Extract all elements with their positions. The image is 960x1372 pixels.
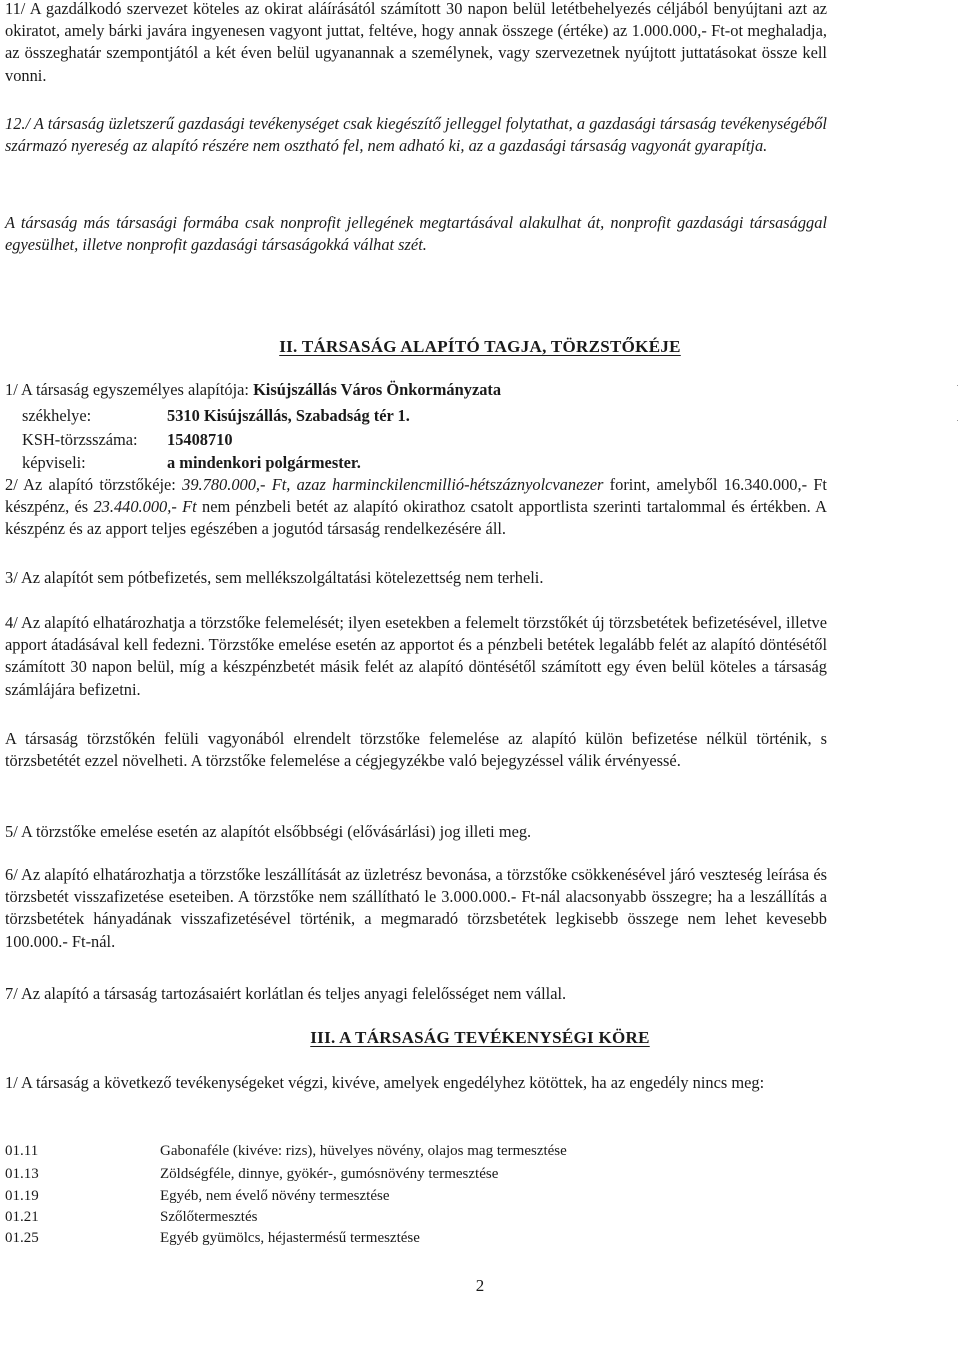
activity-row — [5, 1186, 390, 1206]
activity-code: 01.11 — [5, 1143, 39, 1159]
activity-name: Gabonaféle (kivéve: rizs), hüvelyes növény, olajos mag termesztése — [160, 1143, 567, 1159]
paragraph-11: 11/ A gazdálkodó szervezet köteles az okirat aláírásától számított 30 napon belül letétbehelyezés céljából benyújtani azt az okiratot, amely bárki javára ingyenesen vagyont juttat, feltéve, hogy annak összege (értéke) az 1.000.000,- Ft-ot meghaladja, az összeghatár szempontjától a két éven belül ugyanannak a személynek, vagy szervezetnek nyújtott juttatásokat össze kell vonni. — [5, 0, 827, 85]
capital-amount: 39.780.000,- Ft, azaz harminckilencmillió-hétszáznyolcvanezer — [182, 475, 604, 494]
paragraph-12-conversion: A társaság más társasági formába csak nonprofit jellegének megtartásával alakulhat át, nonprofit gazdasági társasággal egyesülhet, illetve nonprofit gazdasági társaságokká válhat szét. — [5, 213, 827, 255]
activity-code: 01.19 — [5, 1188, 39, 1204]
activity-row — [5, 1228, 420, 1248]
founder-seat-value: 5310 Kisújszállás, Szabadság tér 1. — [167, 406, 410, 425]
scan-speck — [957, 420, 958, 421]
activity-name: Zöldségféle, dinnye, gyökér-, gumósnövény termesztése — [160, 1166, 499, 1182]
paragraph-6: 6/ Az alapító elhatározhatja a törzstőke leszállítását az üzletrész bevonása, a törzstőke csökkenésével járó veszteség leírása és törzsbetét visszafizetése eseteiben. A törzstőke nem szállítható le 3.000.000.- Ft-nál alacsonyabb összegre; ha a leszállítás a törzsbetétek hányadának visszafizetésével történik, a megmaradó törzsbetétek legkisebb összege nem lehet kevesebb 100.000.- Ft-nál. — [5, 865, 827, 951]
founder-intro: 1/ A társaság egyszemélyes alapítója: — [5, 380, 254, 399]
capital-intro: 2/ Az alapító törzstőkéje: — [5, 475, 183, 494]
founder-line — [5, 379, 827, 401]
section-2-title: II. TÁRSASÁG ALAPÍTÓ TAGJA, TÖRZSTŐKÉJE — [279, 337, 681, 356]
founder-representative-label: képviseli: — [22, 453, 86, 472]
activity-code: 01.21 — [5, 1209, 39, 1225]
paragraph-4-increase: A társaság törzstőkén felüli vagyonából elrendelt törzstőke felemelése az alapító külön befizetése nélkül történik, s törzsbetétét ezzel növelheti. A törzstőke felemelése a cégjegyzékbe való bejegyzéssel válik érvényessé. — [5, 729, 827, 771]
founder-name: Kisújszállás Város Önkormányzata — [253, 380, 502, 399]
capital-in-kind: nem pénzbeli betét az alapító okirathoz csatolt apportlista szerinti tartalommal és értékben. A készpénz és az apport teljes egészében a jogutód társaság rendelkezésére áll. — [5, 497, 827, 539]
activity-code: 01.25 — [5, 1230, 39, 1246]
activity-name: Egyéb gyümölcs, héjastermésű termesztése — [160, 1230, 420, 1246]
paragraph-4: 4/ Az alapító elhatározhatja a törzstőke felemelését; ilyen esetekben a felemelt törzstőkét új törzsbetétek befizetésével, illetve apport átadásával kell fedezni. Törzstőke emelése esetén az apportot és a pénzbeli betétek legalább felét az alapító döntésétől számított 30 napon belül, míg a készpénzbetét másik felét az alapító döntésétől számított egy éven belül köteles a társaság számlájára befizetni. — [5, 613, 827, 699]
capital-cash: forint, amelyből 16.340.000,- Ft készpénz, és — [5, 475, 827, 517]
paragraph-3: 3/ Az alapítót sem pótbefizetés, sem mellékszolgáltatási kötelezettség nem terheli. — [5, 568, 544, 587]
founder-seat-row — [22, 405, 410, 427]
activity-row — [5, 1141, 567, 1161]
activity-name: Egyéb, nem évelő növény termesztése — [160, 1188, 390, 1204]
paragraph-7: 7/ Az alapító a társaság tartozásaiért korlátlan és teljes anyagi felelősséget nem vállal. — [5, 984, 567, 1003]
paragraph-5: 5/ A törzstőke emelése esetén az alapítót elsőbbségi (elővásárlási) jog illeti meg. — [5, 822, 532, 841]
founder-representative-value: a mindenkori polgármester. — [167, 453, 361, 472]
activity-name: Szőlőtermesztés — [160, 1209, 258, 1225]
page-number: 2 — [475, 1276, 485, 1295]
capital-in-kind-amount: 23.440.000,- Ft — [93, 497, 197, 517]
founder-ksh-row — [22, 429, 233, 451]
section-3-title: III. A TÁRSASÁG TEVÉKENYSÉGI KÖRE — [310, 1028, 650, 1047]
founder-representative-row — [22, 452, 361, 474]
activity-row — [5, 1164, 498, 1184]
scan-speck — [957, 385, 958, 386]
founder-ksh-label: KSH-törzsszáma: — [22, 430, 138, 449]
capital-paragraph — [5, 474, 827, 541]
paragraph-12: 12./ A társaság üzletszerű gazdasági tevékenységet csak kiegészítő jelleggel folytathat, a gazdasági társaság tevékenységéből származó nyereség az alapító részére nem osztható fel, nem adható ki, az a gazdasági társaság vagyonát gyarapítja. — [5, 114, 827, 156]
founder-ksh-value: 15408710 — [167, 430, 233, 449]
activity-code: 01.13 — [5, 1166, 39, 1182]
activities-intro: 1/ A társaság a következő tevékenységeket végzi, kivéve, amelyek engedélyhez kötöttek, ha az engedély nincs meg: — [5, 1073, 765, 1092]
founder-seat-label: székhelye: — [22, 406, 92, 425]
activity-row — [5, 1207, 257, 1227]
